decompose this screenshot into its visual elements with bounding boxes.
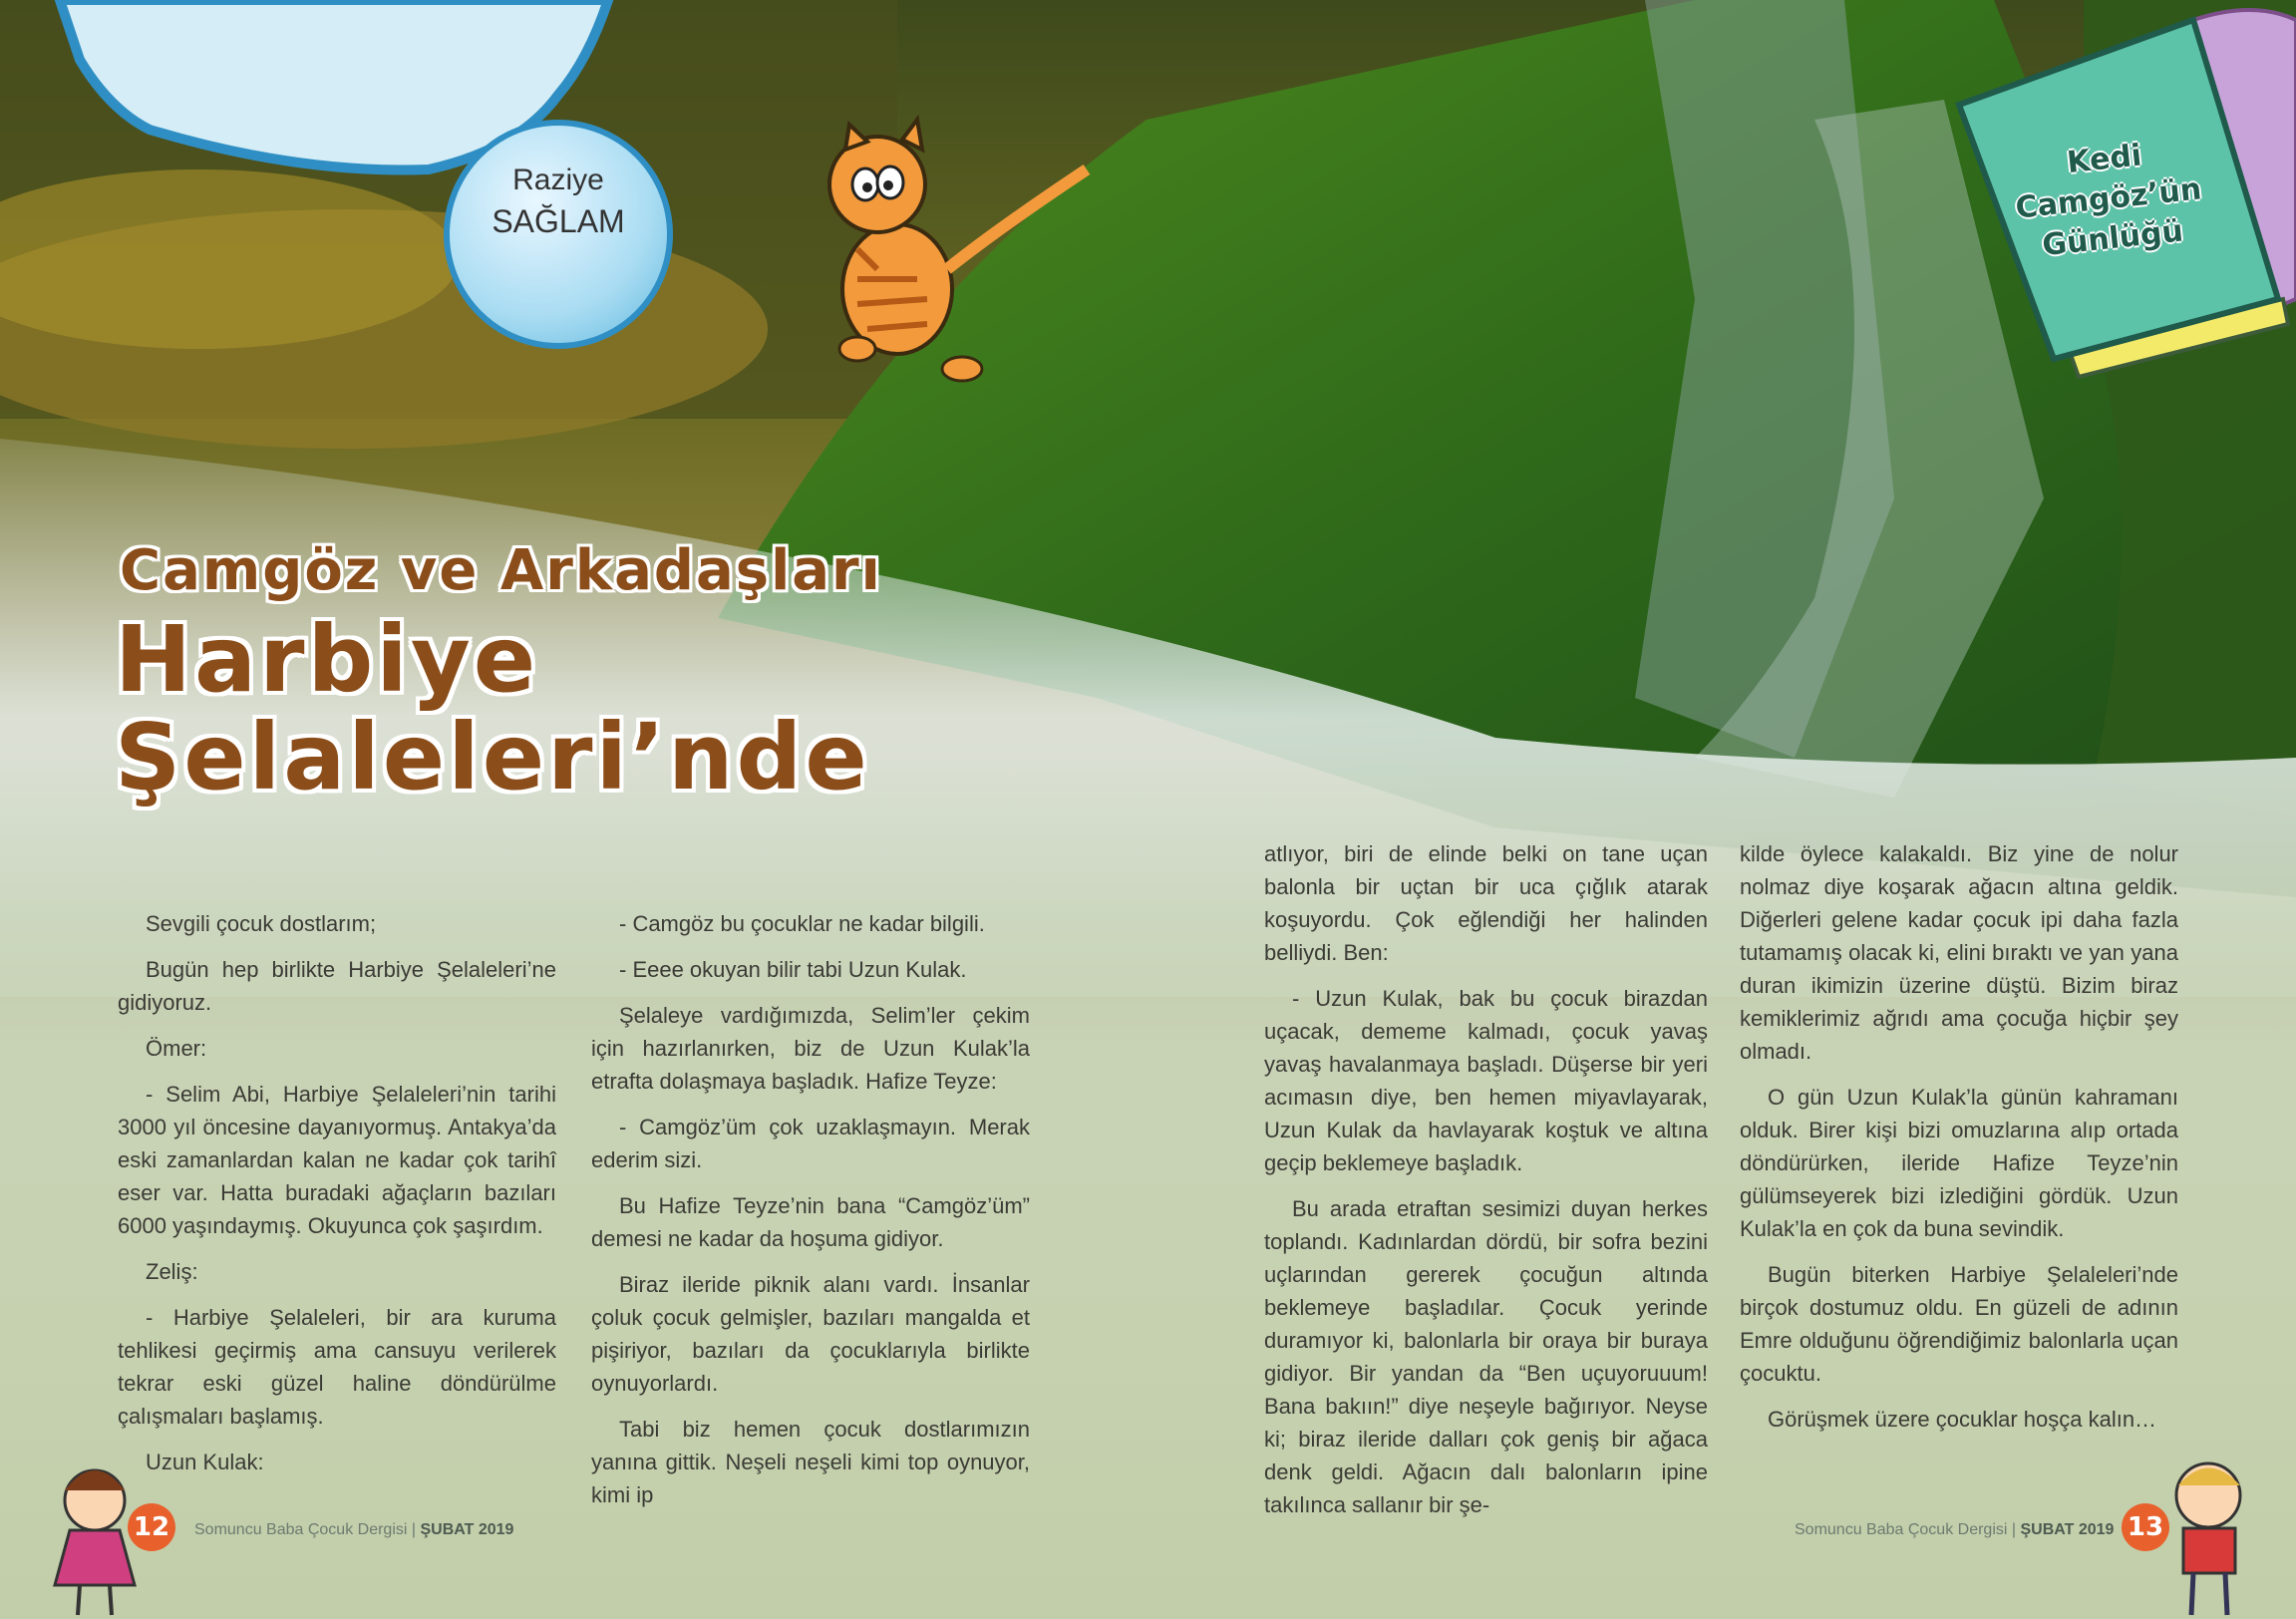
issue-date: ŞUBAT 2019 xyxy=(2020,1521,2115,1538)
issue-date: ŞUBAT 2019 xyxy=(420,1521,514,1538)
paragraph: kilde öylece kalakaldı. Biz yine de nolur nolmaz diye koşarak ağacın altına geldik. Diğerleri gelene kadar çocuk ipi daha fazla tutamamış olacak ki, elini bıraktı ve yan yana duran ikimizin üzerine düştü. Bizim biraz kemiklerimiz ağrıdı ama çocuğa hiçbir şey olmadı. xyxy=(1740,841,2178,1064)
paragraph: Bugün biterken Harbiye Şelaleleri’nde birçok dostumuz oldu. En güzeli de adının Emre olduğunu öğrendiğimiz balonlarla uçan çocuktu. xyxy=(1740,1262,2178,1386)
text-column-4 xyxy=(1740,837,2178,1449)
paragraph: Şelaleye vardığımızda, Selim’ler çekim için hazırlanırken, biz de Uzun Kulak’la etrafta dolaşmaya başladık. Hafize Teyze: xyxy=(591,1003,1030,1094)
series-title: Camgöz ve Arkadaşları xyxy=(120,538,882,603)
paragraph: - Uzun Kulak, bak bu çocuk birazdan uçacak, dememe kalmadı, çocuk yavaş yavaş havalanmaya başladı. Düşerse bir yeri acımasın diye, ben hemen miyavlayarak, Uzun Kulak da havlayarak koştuk ve altına geçip beklemeye başladık. xyxy=(1264,986,1708,1175)
text-column-2 xyxy=(591,907,1030,1524)
paragraph: Bu Hafize Teyze’nin bana “Camgöz’üm” demesi ne kadar da hoşuma gidiyor. xyxy=(591,1193,1030,1251)
book-title-line2: Camgöz’ün xyxy=(2014,171,2203,226)
author-first-name: Raziye xyxy=(512,163,604,196)
footer-right: Somuncu Baba Çocuk Dergisi | ŞUBAT 2019 xyxy=(1795,1521,2115,1538)
paragraph: Biraz ileride piknik alanı vardı. İnsanlar çoluk çocuk gelmişler, bazıları mangalda et pişiriyor, bazıları da çocuklarıyla birlikte oynuyorlardı. xyxy=(591,1272,1030,1396)
paragraph: - Eeee okuyan bilir tabi Uzun Kulak. xyxy=(619,957,967,982)
paragraph: Bu arada etraftan sesimizi duyan herkes toplandı. Kadınlardan dördü, bir sofra bezini uçlarından gererek çocuğun altında beklemeye başladılar. Çocuk yerinde duramıyor ki, balonlarla bir oraya bir buraya gidiyor. Bir yandan da “Ben uçuyoruuum! Bana bakıın!” diye neşeyle bağırıyor. Neyse ki; biraz ileride dalları çok geniş bir ağaca denk geldi. Ağacın dalı balonların ipine takılınca sallanır bir şe- xyxy=(1264,1196,1708,1517)
magazine-name: Somuncu Baba Çocuk Dergisi xyxy=(1795,1521,2008,1538)
paragraph: Sevgili çocuk dostlarım; xyxy=(146,911,377,936)
author-badge xyxy=(444,120,673,349)
paragraph: - Camgöz’üm çok uzaklaşmayın. Merak ederim sizi. xyxy=(591,1115,1030,1172)
text-column-1 xyxy=(118,907,556,1491)
author-last-name: SAĞLAM xyxy=(492,203,625,239)
paragraph: O gün Uzun Kulak’la günün kahramanı olduk. Birer kişi bizi omuzlarına alıp ortada döndürürken, ileride Hafize Teyze’nin gülümseyerek bizi izlediğini gördük. Uzun Kulak’la en çok da buna sevindik. xyxy=(1740,1085,2178,1241)
paragraph: Görüşmek üzere çocuklar hoşça kalın… xyxy=(1768,1407,2157,1432)
page-number-left: 12 xyxy=(128,1503,175,1551)
main-title-line1: Harbiye xyxy=(115,606,539,713)
paragraph: Bugün hep birlikte Harbiye Şelaleleri’ne gidiyoruz. xyxy=(118,957,556,1015)
paragraph: - Camgöz bu çocuklar ne kadar bilgili. xyxy=(619,911,985,936)
paragraph: - Selim Abi, Harbiye Şelaleleri’nin tarihi 3000 yıl öncesine dayanıyormuş. Antakya’da eski zamanlardan kalan ne kadar çok tarihî eser var. Hatta buradaki ağaçların bazıları 6000 yaşındaymış. Okuyunca çok şaşırdım. xyxy=(118,1082,556,1238)
paragraph: Tabi biz hemen çocuk dostlarımızın yanına gittik. Neşeli neşeli kimi top oynuyor, kimi ip xyxy=(591,1417,1030,1507)
paragraph: - Harbiye Şelaleleri, bir ara kuruma tehlikesi geçirmiş ama cansuyu verilerek tekrar eski güzel haline döndürülme çalışmaları başlamış. xyxy=(118,1305,556,1429)
footer-left: Somuncu Baba Çocuk Dergisi | ŞUBAT 2019 xyxy=(194,1521,514,1538)
page-number-right: 13 xyxy=(2122,1503,2169,1551)
book-title-line1: Kedi xyxy=(2065,138,2143,181)
paragraph: atlıyor, biri de elinde belki on tane uçan balonla bir uçtan bir uca çığlık atarak koşuyordu. Çok eğlendiği her halinden belliydi. Ben: xyxy=(1264,841,1708,965)
book-title-line3: Günlüğü xyxy=(2040,213,2185,264)
paragraph: Uzun Kulak: xyxy=(146,1450,264,1474)
magazine-name: Somuncu Baba Çocuk Dergisi xyxy=(194,1521,408,1538)
main-title-line2: Şelaleleri’nde xyxy=(115,704,870,810)
text-column-3 xyxy=(1264,837,1708,1534)
paragraph: Ömer: xyxy=(146,1036,207,1061)
paragraph: Zeliş: xyxy=(146,1259,198,1284)
